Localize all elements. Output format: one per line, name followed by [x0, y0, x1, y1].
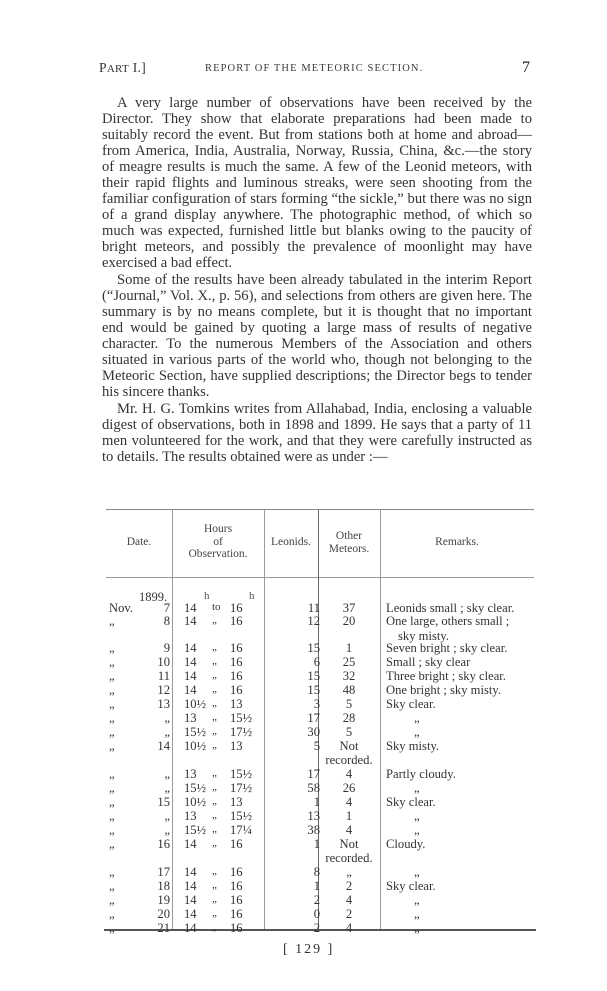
- hour-to: 16: [230, 879, 243, 893]
- remarks: „: [414, 725, 420, 739]
- leonids-count: 38: [307, 823, 320, 837]
- remarks: Cloudy.: [386, 837, 426, 851]
- date-month: „: [109, 711, 115, 725]
- hour-separator: „: [212, 697, 217, 709]
- table-row: [106, 655, 534, 669]
- other-meteors-count: 37: [342, 601, 356, 615]
- hour-separator: „: [212, 795, 217, 807]
- leonids-count: 15: [307, 683, 320, 697]
- remarks: „: [414, 865, 420, 879]
- leonids-count: 1: [313, 879, 320, 893]
- remarks: One large, others small ; sky misty.: [386, 614, 510, 643]
- hour-unit: h: [249, 590, 255, 602]
- remarks: „: [414, 893, 420, 907]
- remarks: „: [414, 921, 420, 935]
- table-row: [106, 907, 534, 921]
- header-other-meteors: Other Meteors.: [328, 530, 370, 555]
- hour-from: 13: [184, 809, 197, 823]
- hour-to: 16: [230, 669, 243, 683]
- table-row: [106, 697, 534, 711]
- table-row: [106, 893, 534, 907]
- hour-separator: „: [212, 725, 217, 737]
- date-day: 19: [157, 893, 170, 907]
- hour-to: 15½: [230, 809, 253, 823]
- hour-from: 13: [184, 767, 197, 781]
- table-row: [106, 795, 534, 809]
- hour-to: 17¼: [230, 823, 253, 837]
- header-date: Date.: [126, 536, 152, 548]
- other-meteors-count: 1: [345, 641, 353, 655]
- date-day: „: [164, 809, 170, 823]
- hour-separator: „: [212, 865, 217, 877]
- remarks: Sky clear.: [386, 879, 436, 893]
- hour-separator: „: [212, 767, 217, 779]
- hour-to: 16: [230, 683, 243, 697]
- other-meteors-count: 4: [345, 893, 353, 907]
- date-day: 21: [157, 921, 170, 935]
- date-month: Nov.: [109, 601, 134, 615]
- hour-from: 14: [184, 683, 197, 697]
- table-row: [106, 601, 534, 615]
- remarks: „: [414, 823, 420, 837]
- remarks: Sky misty.: [386, 739, 440, 753]
- other-meteors-count: 25: [342, 655, 356, 669]
- table-row: [106, 823, 534, 837]
- observations-table: [106, 509, 534, 935]
- body-text: [102, 95, 532, 465]
- date-month: „: [109, 669, 115, 683]
- remarks: „: [414, 809, 420, 823]
- hour-from: 14: [184, 614, 197, 628]
- hour-to: 16: [230, 837, 243, 851]
- date-month: „: [109, 865, 115, 879]
- hour-separator: „: [212, 907, 217, 919]
- date-day: 11: [157, 669, 170, 683]
- hour-to: 16: [230, 865, 243, 879]
- leonids-count: 5: [313, 739, 320, 753]
- other-meteors-count: Not recorded.: [325, 739, 373, 767]
- date-day: 12: [157, 683, 170, 697]
- hour-from: 14: [184, 893, 197, 907]
- date-day: 18: [157, 879, 170, 893]
- remarks: Small ; sky clear: [386, 655, 471, 669]
- hour-separator: „: [212, 823, 217, 835]
- paragraph: Mr. H. G. Tomkins writes from Allahabad, India, enclosing a valuable digest of observations, both in 1898 and 1899. He says that a party of 11 men volunteered for the work, and that they were carefully instructed as to details. The results obtained were as under :—: [102, 401, 532, 465]
- year-label: 1899.: [139, 590, 168, 604]
- other-meteors-count: 1: [345, 809, 353, 823]
- table-row: [106, 767, 534, 781]
- date-day: 17: [157, 865, 170, 879]
- hour-separator: „: [212, 809, 217, 821]
- section-title: REPORT OF THE METEORIC SECTION.: [205, 63, 424, 74]
- hour-from: 15½: [184, 823, 207, 837]
- header-rule: [106, 577, 534, 578]
- hour-from: 14: [184, 879, 197, 893]
- hour-from: 14: [184, 907, 197, 921]
- hour-separator: „: [212, 921, 217, 933]
- date-day: „: [164, 781, 170, 795]
- date-day: „: [164, 711, 170, 725]
- date-month: „: [109, 921, 115, 935]
- table-row: [106, 641, 534, 655]
- leonids-count: 2: [313, 893, 320, 907]
- table-row: [106, 614, 534, 643]
- other-meteors-count: „: [346, 865, 352, 879]
- table-row: [106, 683, 534, 697]
- date-day: 9: [163, 641, 170, 655]
- hour-to: 15½: [230, 767, 253, 781]
- table-row: [106, 809, 534, 823]
- date-month: „: [109, 781, 115, 795]
- date-day: „: [164, 725, 170, 739]
- table-row: [106, 739, 534, 767]
- hour-from: 10½: [184, 795, 207, 809]
- date-month: „: [109, 837, 115, 851]
- hour-from: 14: [184, 655, 197, 669]
- leonids-count: 58: [307, 781, 320, 795]
- leonids-count: 1: [313, 795, 320, 809]
- remarks: Sky clear.: [386, 795, 436, 809]
- date-month: „: [109, 725, 115, 739]
- hour-from: 10½: [184, 697, 207, 711]
- hour-to: 13: [230, 795, 243, 809]
- hour-from: 15½: [184, 781, 207, 795]
- hour-to: 16: [230, 641, 243, 655]
- header-remarks: Remarks.: [435, 536, 479, 548]
- remarks: Seven bright ; sky clear.: [386, 641, 508, 655]
- leonids-count: 3: [313, 697, 320, 711]
- table-row: [106, 879, 534, 893]
- leonids-count: 6: [313, 655, 320, 669]
- remarks: „: [414, 711, 420, 725]
- hour-from: 14: [184, 837, 197, 851]
- leonids-count: 17: [307, 711, 320, 725]
- hour-to: 16: [230, 921, 243, 935]
- other-meteors-count: 2: [345, 907, 353, 921]
- hour-from: 14: [184, 865, 197, 879]
- hour-to: 16: [230, 655, 243, 669]
- remarks: Leonids small ; sky clear.: [386, 601, 515, 615]
- table-row: [106, 781, 534, 795]
- table-row: [106, 921, 534, 935]
- other-meteors-count: 5: [345, 697, 353, 711]
- hour-from: 14: [184, 601, 197, 615]
- other-meteors-count: 20: [342, 614, 356, 628]
- hour-to: 13: [230, 739, 243, 753]
- date-month: „: [109, 879, 115, 893]
- date-month: „: [109, 683, 115, 697]
- leonids-count: 2: [313, 921, 320, 935]
- paragraph: A very large number of observations have been received by the Director. They show that elaborate preparations had been made to suitably record the event. But from stations both at home and abroad—from America, India, Australia, Norway, Russia, China, &c.—the story of meagre results is much the same. A few of the Leonid meteors, with their rapid flights and luminous streaks, were seen shooting from the familiar configuration of stars forming “the sickle,” but there was no sign of a grand display anywhere. The photographic method, of which so much was expected, furnished little but blanks owing to the paucity of bright meteors, and possibly the prevalence of moonlight may have exercised a bad effect.: [102, 95, 532, 271]
- remarks: Partly cloudy.: [386, 767, 456, 781]
- remarks: „: [414, 781, 420, 795]
- leonids-count: 17: [307, 767, 320, 781]
- hour-separator: „: [212, 893, 217, 905]
- hour-separator: „: [212, 669, 217, 681]
- date-month: „: [109, 697, 115, 711]
- other-meteors-count: 26: [342, 781, 356, 795]
- table-row: [106, 711, 534, 725]
- other-meteors-count: 4: [345, 795, 353, 809]
- date-month: „: [109, 614, 115, 628]
- hour-separator: „: [212, 781, 217, 793]
- date-month: „: [109, 809, 115, 823]
- hour-separator: „: [212, 739, 217, 751]
- table-row: [106, 669, 534, 683]
- paragraph: Some of the results have been already tabulated in the interim Report (“Journal,” Vol. X., p. 56), and selections from others are given here. The summary is by no means complete, but it is thought that no important end would be gained by quoting a large mass of results of negative character. To the numerous Members of the Association and others situated in various parts of the world who, though not belonging to the Meteoric Section, have supplied descriptions; the Director begs to tender his sincere thanks.: [102, 272, 532, 400]
- date-day: 7: [163, 601, 170, 615]
- hour-to: 17½: [230, 781, 253, 795]
- date-day: „: [164, 823, 170, 837]
- date-month: „: [109, 655, 115, 669]
- hour-from: 14: [184, 641, 197, 655]
- hour-separator: „: [212, 641, 217, 653]
- hour-separator: „: [212, 614, 217, 626]
- hour-separator: to: [212, 601, 221, 613]
- hour-from: 13: [184, 711, 197, 725]
- date-month: „: [109, 641, 115, 655]
- header-leonids: Leonids.: [271, 536, 311, 548]
- folio-number: [ 129 ]: [283, 942, 335, 957]
- hour-separator: „: [212, 837, 217, 849]
- other-meteors-count: 32: [342, 669, 356, 683]
- hour-from: 14: [184, 921, 197, 935]
- date-month: „: [109, 823, 115, 837]
- hour-from: 10½: [184, 739, 207, 753]
- table-top-rule: [106, 509, 534, 510]
- table-row: [106, 837, 534, 865]
- leonids-count: 11: [307, 601, 320, 615]
- hour-to: 16: [230, 907, 243, 921]
- date-day: 10: [157, 655, 170, 669]
- other-meteors-count: 28: [342, 711, 356, 725]
- header-hours: Hours of Observation.: [188, 523, 248, 560]
- date-day: 8: [163, 614, 170, 628]
- other-meteors-count: 5: [345, 725, 353, 739]
- hour-to: 16: [230, 601, 243, 615]
- part-label: PART I.]: [99, 60, 147, 75]
- date-day: 16: [157, 837, 170, 851]
- table-row: [106, 725, 534, 739]
- running-head: [99, 60, 529, 80]
- hour-separator: „: [212, 655, 217, 667]
- date-month: „: [109, 893, 115, 907]
- remarks: Three bright ; sky clear.: [386, 669, 506, 683]
- leonids-count: 8: [313, 865, 320, 879]
- page-number: 7: [522, 59, 530, 76]
- date-day: 14: [157, 739, 170, 753]
- hour-from: 14: [184, 669, 197, 683]
- date-month: „: [109, 795, 115, 809]
- hour-to: 17½: [230, 725, 253, 739]
- hour-separator: „: [212, 879, 217, 891]
- date-month: „: [109, 739, 115, 753]
- leonids-count: 15: [307, 641, 320, 655]
- date-month: „: [109, 767, 115, 781]
- hour-separator: „: [212, 711, 217, 723]
- leonids-count: 1: [313, 837, 320, 851]
- hour-to: 13: [230, 697, 243, 711]
- date-day: 15: [157, 795, 170, 809]
- remarks: One bright ; sky misty.: [386, 683, 501, 697]
- leonids-count: 13: [307, 809, 320, 823]
- hour-from: 15½: [184, 725, 207, 739]
- remarks: Sky clear.: [386, 697, 436, 711]
- hour-to: 16: [230, 614, 243, 628]
- other-meteors-count: 2: [345, 879, 353, 893]
- hour-separator: „: [212, 683, 217, 695]
- leonids-count: 0: [313, 907, 320, 921]
- other-meteors-count: Not recorded.: [325, 837, 373, 865]
- hour-to: 16: [230, 893, 243, 907]
- other-meteors-count: 4: [345, 921, 353, 935]
- date-month: „: [109, 907, 115, 921]
- table-row: [106, 865, 534, 879]
- other-meteors-count: 4: [345, 823, 353, 837]
- leonids-count: 30: [307, 725, 320, 739]
- other-meteors-count: 48: [342, 683, 356, 697]
- hour-to: 15½: [230, 711, 253, 725]
- date-day: 13: [157, 697, 170, 711]
- remarks: „: [414, 907, 420, 921]
- leonids-count: 15: [307, 669, 320, 683]
- date-day: „: [164, 767, 170, 781]
- leonids-count: 12: [307, 614, 320, 628]
- date-day: 20: [157, 907, 170, 921]
- hour-unit: h: [204, 590, 210, 602]
- other-meteors-count: 4: [345, 767, 353, 781]
